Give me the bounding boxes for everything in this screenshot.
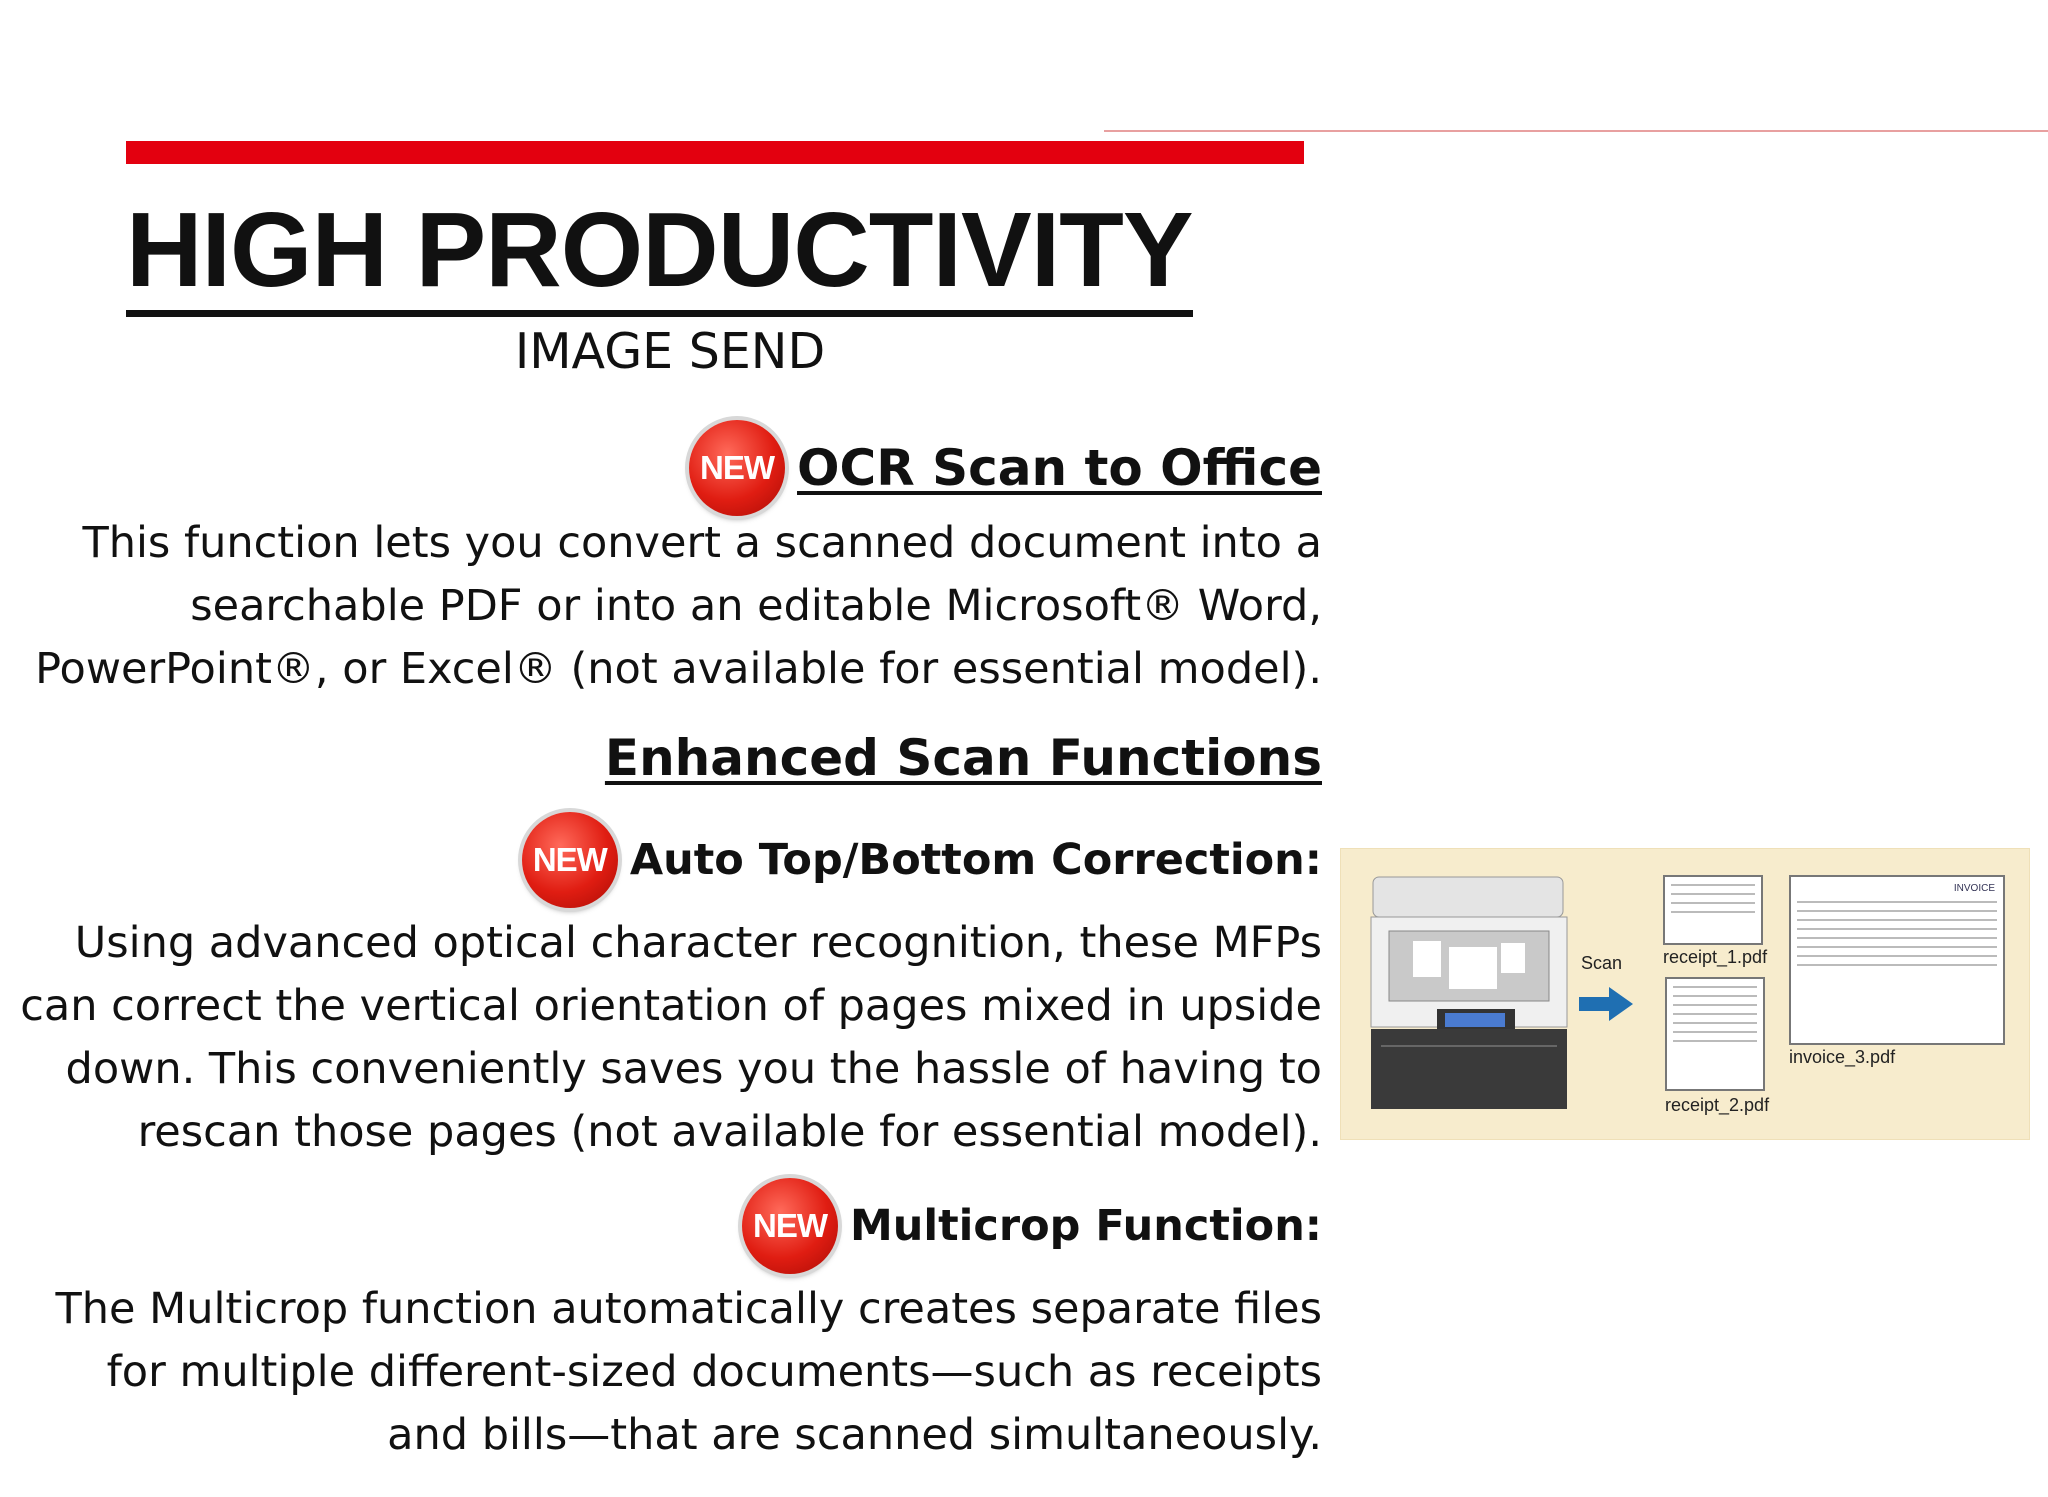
ocr-description-line: This function lets you convert a scanned document into a <box>82 518 1322 568</box>
ocr-description-line: searchable PDF or into an editable Microsoft® Word, <box>190 581 1322 631</box>
top-divider-line <box>1104 130 2048 132</box>
page-title: HIGH PRODUCTIVITY <box>126 190 1193 317</box>
auto-correction-heading-row <box>20 812 1322 908</box>
multicrop-description <box>55 1278 1322 1467</box>
receipt-1-document <box>1663 875 1763 945</box>
title-accent-bar <box>126 141 1304 164</box>
enhanced-heading: Enhanced Scan Functions <box>604 729 1322 787</box>
auto-correction-line: Using advanced optical character recognition, these MFPs <box>74 918 1322 968</box>
auto-correction-line: can correct the vertical orientation of pages mixed in upside <box>20 981 1322 1031</box>
multicrop-section <box>55 1178 1322 1467</box>
page-subtitle: IMAGE SEND <box>514 323 826 380</box>
multicrop-heading-row <box>55 1178 1322 1274</box>
ocr-section <box>35 420 1322 701</box>
ocr-description <box>35 512 1322 701</box>
new-badge-label: NEW <box>752 1207 827 1244</box>
ocr-heading-row <box>35 420 1322 516</box>
new-badge-icon <box>689 420 785 516</box>
new-badge-label: NEW <box>532 841 607 878</box>
invoice-heading: INVOICE <box>1953 883 1995 894</box>
ocr-description-line: PowerPoint®, or Excel® (not available for essential model). <box>35 644 1322 694</box>
new-badge-icon <box>742 1178 838 1274</box>
scan-label: Scan <box>1581 953 1623 973</box>
arrow-right-icon <box>1579 987 1633 1021</box>
receipt-2-filename: receipt_2.pdf <box>1665 1095 1770 1115</box>
multicrop-heading: Multicrop Function: <box>849 1201 1322 1251</box>
auto-correction-line: down. This conveniently saves you the hassle of having to <box>65 1044 1322 1094</box>
multicrop-line: and bills—that are scanned simultaneously. <box>387 1410 1322 1460</box>
new-badge-label: NEW <box>700 449 775 486</box>
auto-correction-section <box>20 812 1322 1164</box>
enhanced-heading-wrap <box>605 728 1322 788</box>
receipt-1-filename: receipt_1.pdf <box>1663 947 1768 967</box>
invoice-3-document <box>1789 875 2005 1045</box>
multicrop-line: The Multicrop function automatically creates separate files <box>55 1284 1322 1334</box>
auto-correction-line: rescan those pages (not available for essential model). <box>137 1107 1322 1157</box>
multicrop-illustration <box>1340 848 2030 1140</box>
invoice-3-filename: invoice_3.pdf <box>1789 1047 1896 1067</box>
auto-correction-description <box>20 912 1322 1164</box>
new-badge-icon <box>522 812 618 908</box>
receipt-2-document <box>1665 977 1765 1091</box>
auto-correction-heading: Auto Top/Bottom Correction: <box>629 835 1322 885</box>
ocr-heading: OCR Scan to Office <box>797 439 1322 497</box>
multicrop-line: for multiple different-sized documents—such as receipts <box>106 1347 1322 1397</box>
